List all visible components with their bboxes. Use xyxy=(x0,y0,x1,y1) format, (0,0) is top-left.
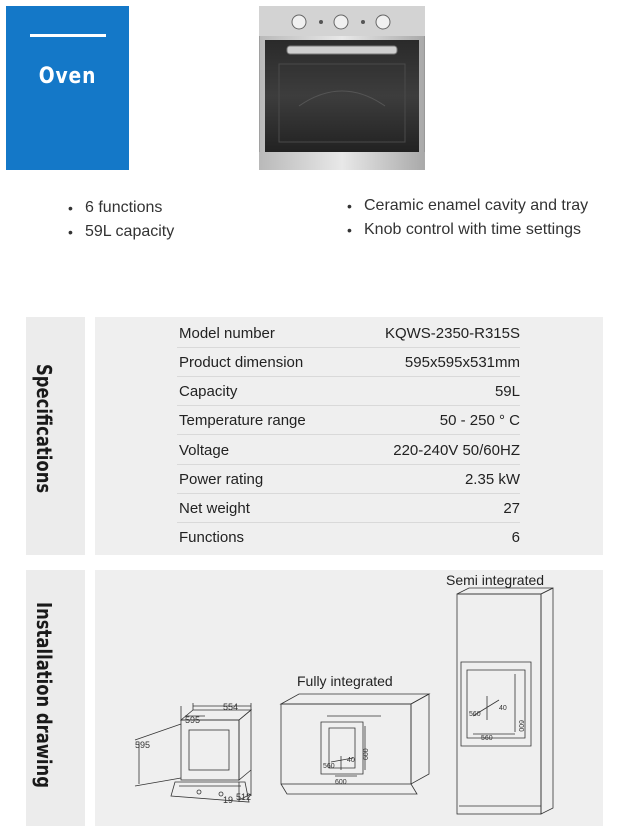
feature-list-right xyxy=(345,194,588,242)
spec-row xyxy=(177,465,520,494)
spec-value: 59L xyxy=(494,383,520,400)
dim-512: 512 xyxy=(236,792,252,802)
spec-row xyxy=(177,377,520,406)
spec-label: Product dimension xyxy=(179,354,304,371)
spec-row xyxy=(177,494,520,523)
spec-value: 50 - 250 ° C xyxy=(439,412,520,429)
dim-560-semi-bottom: 560 xyxy=(481,735,493,742)
semi-integrated-column xyxy=(457,588,553,814)
dim-595: 595 xyxy=(185,715,201,725)
feature-item: • Ceramic enamel cavity and tray xyxy=(345,194,588,218)
dim-560-semi: 560 xyxy=(469,711,481,718)
dim-554: 554 xyxy=(223,702,239,712)
title-rule xyxy=(30,34,106,37)
dim-19: 19 xyxy=(223,795,234,805)
spec-row xyxy=(177,348,520,377)
dim-40-semi: 40 xyxy=(499,705,507,712)
dim-600-semi: 600 xyxy=(517,720,524,732)
dim-40: 40 xyxy=(347,757,355,764)
spec-label: Net weight xyxy=(179,500,250,517)
dim-600: 600 xyxy=(363,748,370,760)
spec-value: 220-240V 50/60HZ xyxy=(393,442,520,459)
knob-icon xyxy=(376,15,390,29)
feature-item: • 59L capacity xyxy=(66,220,174,244)
title-block xyxy=(6,6,129,170)
spec-row xyxy=(177,319,520,348)
knob-icon xyxy=(292,15,306,29)
spec-value: KQWS-2350-R315S xyxy=(384,325,520,342)
specifications-label: Specifications xyxy=(32,364,56,494)
spec-row xyxy=(177,406,520,435)
feature-list-left xyxy=(66,196,174,244)
dim-595-side: 595 xyxy=(135,740,151,750)
installation-drawing xyxy=(95,570,603,826)
dim-560: 560 xyxy=(323,763,335,770)
spec-row xyxy=(177,523,520,552)
fully-integrated-title: Fully integrated xyxy=(297,673,393,689)
door-handle xyxy=(287,46,397,54)
fully-integrated-cabinet xyxy=(281,694,429,794)
spec-label: Capacity xyxy=(179,383,238,400)
spec-value: 2.35 kW xyxy=(464,471,520,488)
page-title: Oven xyxy=(38,64,97,89)
spec-row xyxy=(177,436,520,465)
spec-label: Functions xyxy=(179,529,245,546)
row-divider xyxy=(177,434,520,435)
spec-label: Power rating xyxy=(179,471,264,488)
spec-value: 6 xyxy=(511,529,520,546)
feature-item: • 6 functions xyxy=(66,196,174,220)
semi-integrated-title: Semi integrated xyxy=(446,572,545,588)
spec-label: Model number xyxy=(179,325,275,342)
spec-label: Temperature range xyxy=(179,412,306,429)
spec-value: 595x595x531mm xyxy=(404,354,520,371)
spec-label: Voltage xyxy=(179,442,230,459)
oven-product-image xyxy=(259,6,425,170)
dim-600-bottom: 600 xyxy=(335,779,347,786)
installation-label: Installation drawing xyxy=(32,602,56,788)
spec-value: 27 xyxy=(503,500,520,517)
knob-icon xyxy=(334,15,348,29)
feature-item: • Knob control with time settings xyxy=(345,218,588,242)
